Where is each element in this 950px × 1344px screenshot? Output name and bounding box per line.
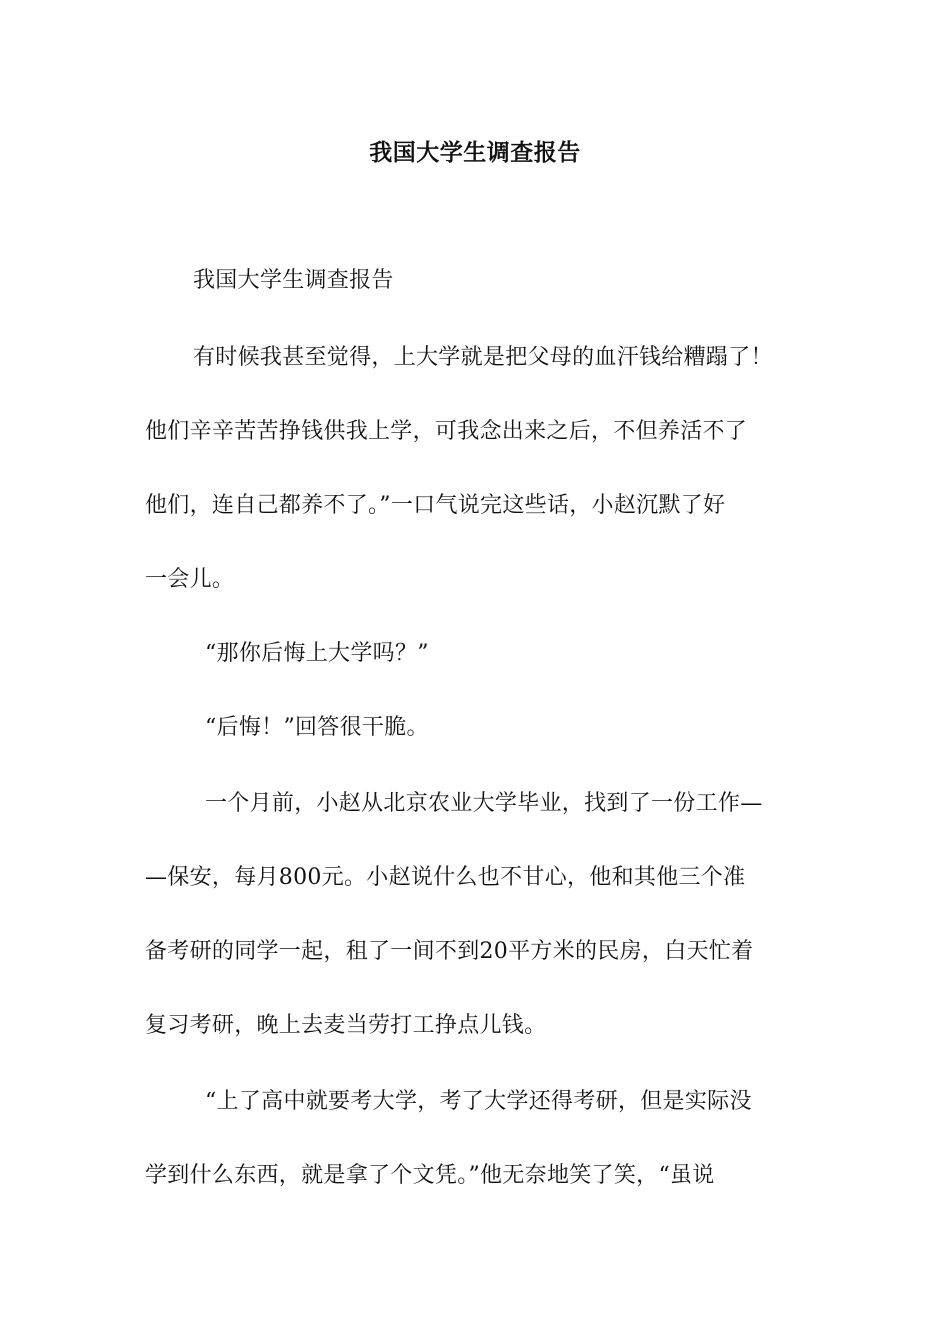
paragraph-line: 他们辛辛苦苦挣钱供我上学，可我念出来之后，不但养活不了 [145, 419, 748, 444]
paragraph-line: 一个月前，小赵从北京农业大学毕业，找到了一份工作— [205, 791, 763, 816]
paragraph-line: 备考研的同学一起，租了一间不到20平方米的民房，白天忙着 [145, 939, 754, 964]
paragraph-line: 我国大学生调查报告 [193, 268, 394, 293]
paragraph-line: 一会儿。 [145, 567, 235, 592]
paragraph-line: —保安，每月800元。小赵说什么也不甘心，他和其他三个准 [145, 865, 746, 890]
paragraph-line: “后悔！”回答很干脆。 [205, 715, 429, 740]
paragraph-line: 学到什么东西，就是拿了个文凭。”他无奈地笑了笑，“虽说 [145, 1163, 715, 1188]
paragraph-line: “上了高中就要考大学，考了大学还得考研，但是实际没 [205, 1089, 752, 1114]
document-title: 我国大学生调查报告 [369, 139, 581, 166]
paragraph-line: 有时候我甚至觉得，上大学就是把父母的血汗钱给糟蹋了！ [193, 345, 773, 370]
paragraph-line: “那你后悔上大学吗？” [205, 641, 429, 666]
paragraph-line: 复习考研，晚上去麦当劳打工挣点儿钱。 [145, 1013, 547, 1038]
paragraph-line: 他们，连自己都养不了。”一口气说完这些话，小赵沉默了好 [145, 493, 726, 518]
